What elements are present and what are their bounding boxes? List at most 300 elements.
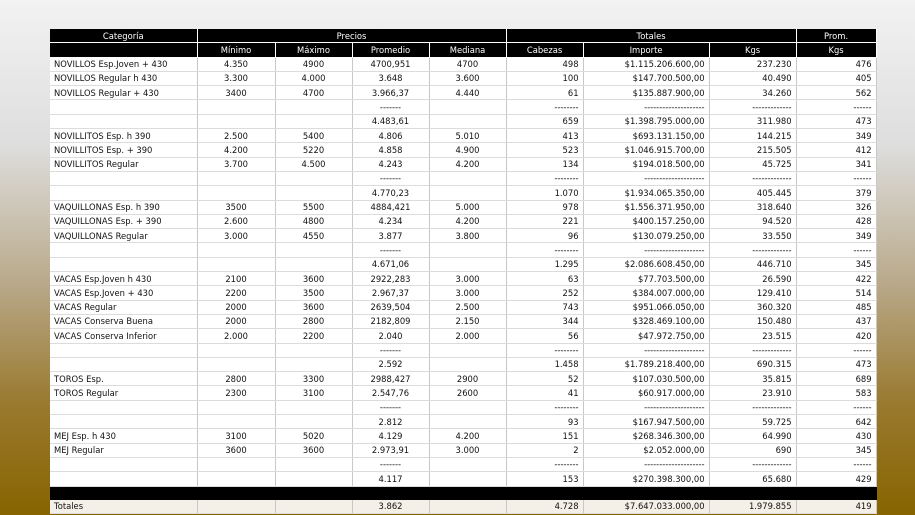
cell-mediana: 4.200 <box>429 214 506 228</box>
cell-mediana <box>429 186 506 200</box>
cell-categoria <box>50 114 197 128</box>
cell-prom-kgs: 689 <box>796 372 876 386</box>
table-row <box>50 272 876 286</box>
cell-prom-kgs: 430 <box>796 429 876 443</box>
cell-importe: -------------------- <box>583 457 709 471</box>
cell-promedio: 4700,951 <box>352 57 429 71</box>
cell-kgs: 446.710 <box>709 257 796 271</box>
cell-kgs: 64.990 <box>709 429 796 443</box>
cell-prom-kgs: 437 <box>796 314 876 328</box>
table-row <box>50 329 876 343</box>
cell-minimo: 2000 <box>197 300 275 314</box>
cell-cabezas: 153 <box>506 472 583 486</box>
cell-minimo: 3100 <box>197 429 275 443</box>
cell-promedio: 4.243 <box>352 157 429 171</box>
cell-kgs: 35.815 <box>709 372 796 386</box>
cell-mediana <box>429 257 506 271</box>
cell-importe: $77.703.500,00 <box>583 272 709 286</box>
cell-minimo: 2000 <box>197 314 275 328</box>
cell-prom-kgs: ------ <box>796 457 876 471</box>
subtotal-row <box>50 472 876 486</box>
cell-kgs: 45.725 <box>709 157 796 171</box>
cell-minimo: 3400 <box>197 86 275 100</box>
cell-mediana: 4700 <box>429 57 506 71</box>
cell-mediana <box>429 100 506 114</box>
header-kgs: Kgs <box>709 43 796 57</box>
report-sheet <box>50 29 876 511</box>
table-row <box>50 229 876 243</box>
cell-categoria: NOVILLOS Regular h 430 <box>50 71 197 85</box>
cell-prom-kgs: 412 <box>796 143 876 157</box>
cell-prom-kgs: 341 <box>796 157 876 171</box>
cell-cabezas: 659 <box>506 114 583 128</box>
cell-mediana <box>429 343 506 357</box>
cell-cabezas: -------- <box>506 100 583 114</box>
cell-prom-kgs: 349 <box>796 129 876 143</box>
cell-prom-kgs: ------ <box>796 171 876 185</box>
cell-categoria <box>50 257 197 271</box>
cell-categoria: VAQUILLONAS Esp. h 390 <box>50 200 197 214</box>
cell-promedio: 2.547,76 <box>352 386 429 400</box>
cell-cabezas: 134 <box>506 157 583 171</box>
cell-mediana: 4.440 <box>429 86 506 100</box>
cell-promedio: ------- <box>352 343 429 357</box>
cell-mediana: 3.800 <box>429 229 506 243</box>
cell-minimo <box>197 257 275 271</box>
cell-cabezas: 41 <box>506 386 583 400</box>
cell-mediana <box>429 400 506 414</box>
cell-categoria: TOROS Esp. <box>50 372 197 386</box>
cell-cabezas: 1.458 <box>506 357 583 371</box>
cell-maximo: 3600 <box>275 443 352 457</box>
cell-mediana <box>429 171 506 185</box>
header-row-columns <box>50 43 876 57</box>
cell-categoria: MEJ Regular <box>50 443 197 457</box>
cell-promedio: 3.877 <box>352 229 429 243</box>
cell-cabezas: 2 <box>506 443 583 457</box>
totals-cabezas: 4.728 <box>506 499 583 513</box>
cell-promedio: 2.967,37 <box>352 286 429 300</box>
cell-categoria: VACAS Conserva Buena <box>50 314 197 328</box>
cell-importe: $1.115.206.600,00 <box>583 57 709 71</box>
cell-cabezas: -------- <box>506 457 583 471</box>
cell-mediana: 2600 <box>429 386 506 400</box>
cell-minimo <box>197 114 275 128</box>
cell-mediana <box>429 114 506 128</box>
cell-kgs: 405.445 <box>709 186 796 200</box>
cell-promedio: 4884,421 <box>352 200 429 214</box>
cell-importe: -------------------- <box>583 400 709 414</box>
table-body <box>50 57 876 486</box>
cell-promedio: 2.592 <box>352 357 429 371</box>
cell-importe: $328.469.100,00 <box>583 314 709 328</box>
cell-maximo <box>275 171 352 185</box>
cell-maximo: 3500 <box>275 286 352 300</box>
table-row <box>50 214 876 228</box>
cell-kgs: ------------- <box>709 343 796 357</box>
cell-categoria: VACAS Regular <box>50 300 197 314</box>
cell-importe: -------------------- <box>583 100 709 114</box>
cell-mediana: 2.000 <box>429 329 506 343</box>
dash-separator-row <box>50 171 876 185</box>
cell-maximo <box>275 472 352 486</box>
cell-kgs: 33.550 <box>709 229 796 243</box>
cell-mediana <box>429 415 506 429</box>
cell-maximo: 4800 <box>275 214 352 228</box>
cell-promedio: 2988,427 <box>352 372 429 386</box>
header-minimo: Mínimo <box>197 43 275 57</box>
cell-cabezas: 56 <box>506 329 583 343</box>
cell-promedio: 2.973,91 <box>352 443 429 457</box>
cell-mediana <box>429 243 506 257</box>
cell-kgs: 360.320 <box>709 300 796 314</box>
cell-importe: $1.398.795.000,00 <box>583 114 709 128</box>
cell-prom-kgs: 379 <box>796 186 876 200</box>
cell-minimo <box>197 472 275 486</box>
cell-prom-kgs: 642 <box>796 415 876 429</box>
header-row-groups <box>50 29 876 43</box>
cell-promedio: 4.483,61 <box>352 114 429 128</box>
cell-promedio: ------- <box>352 100 429 114</box>
cell-cabezas: 523 <box>506 143 583 157</box>
cell-importe: $167.947.500,00 <box>583 415 709 429</box>
cell-maximo <box>275 114 352 128</box>
cell-importe: $60.917.000,00 <box>583 386 709 400</box>
cell-prom-kgs: 405 <box>796 71 876 85</box>
cell-minimo: 2.500 <box>197 129 275 143</box>
dash-separator-row <box>50 100 876 114</box>
cell-prom-kgs: 422 <box>796 272 876 286</box>
cell-mediana: 2.500 <box>429 300 506 314</box>
cell-minimo <box>197 100 275 114</box>
cell-minimo <box>197 171 275 185</box>
subtotal-row <box>50 186 876 200</box>
cell-prom-kgs: ------ <box>796 400 876 414</box>
header-maximo: Máximo <box>275 43 352 57</box>
table-row <box>50 286 876 300</box>
cell-categoria <box>50 472 197 486</box>
cell-kgs: 23.910 <box>709 386 796 400</box>
cell-promedio: ------- <box>352 243 429 257</box>
cell-categoria: VAQUILLONAS Esp. + 390 <box>50 214 197 228</box>
cell-categoria <box>50 357 197 371</box>
cell-promedio: ------- <box>352 171 429 185</box>
cell-cabezas: 221 <box>506 214 583 228</box>
cell-maximo: 4550 <box>275 229 352 243</box>
cell-mediana: 5.010 <box>429 129 506 143</box>
cell-cabezas: 96 <box>506 229 583 243</box>
subtotal-row <box>50 257 876 271</box>
cell-minimo: 3.700 <box>197 157 275 171</box>
cell-maximo <box>275 457 352 471</box>
table-row <box>50 157 876 171</box>
cell-kgs: 65.680 <box>709 472 796 486</box>
cell-minimo: 4.350 <box>197 57 275 71</box>
cell-maximo: 4.000 <box>275 71 352 85</box>
cell-importe: $107.030.500,00 <box>583 372 709 386</box>
cell-cabezas: 1.070 <box>506 186 583 200</box>
cell-categoria: VACAS Esp.Joven h 430 <box>50 272 197 286</box>
header-totales: Totales <box>506 29 796 43</box>
table-row <box>50 86 876 100</box>
cell-prom-kgs: 473 <box>796 114 876 128</box>
cell-prom-kgs: 583 <box>796 386 876 400</box>
cell-minimo: 2.000 <box>197 329 275 343</box>
table-row <box>50 200 876 214</box>
cell-cabezas: 1.295 <box>506 257 583 271</box>
cell-mediana: 5.000 <box>429 200 506 214</box>
cell-maximo: 3300 <box>275 372 352 386</box>
cell-cabezas: 93 <box>506 415 583 429</box>
cell-cabezas: 100 <box>506 71 583 85</box>
cell-promedio: 4.234 <box>352 214 429 228</box>
cell-importe: $47.972.750,00 <box>583 329 709 343</box>
cell-maximo <box>275 400 352 414</box>
subtotal-row <box>50 415 876 429</box>
cell-maximo: 5020 <box>275 429 352 443</box>
cell-promedio: 2.812 <box>352 415 429 429</box>
cell-minimo: 2800 <box>197 372 275 386</box>
cell-categoria: NOVILLOS Esp.Joven + 430 <box>50 57 197 71</box>
cell-maximo: 3100 <box>275 386 352 400</box>
cell-mediana <box>429 457 506 471</box>
header-empty <box>50 43 197 57</box>
cell-kgs: 150.480 <box>709 314 796 328</box>
totals-importe: $7.647.033.000,00 <box>583 499 709 513</box>
header-mediana: Mediana <box>429 43 506 57</box>
cell-maximo: 2200 <box>275 329 352 343</box>
totals-promedio: 3.862 <box>352 499 429 513</box>
cell-cabezas: 413 <box>506 129 583 143</box>
cell-cabezas: 743 <box>506 300 583 314</box>
header-precios: Precios <box>197 29 506 43</box>
cell-importe: $194.018.500,00 <box>583 157 709 171</box>
cell-categoria: VAQUILLONAS Regular <box>50 229 197 243</box>
cell-importe: -------------------- <box>583 171 709 185</box>
cell-mediana: 2900 <box>429 372 506 386</box>
cell-prom-kgs: 476 <box>796 57 876 71</box>
cell-kgs: 26.590 <box>709 272 796 286</box>
cell-minimo <box>197 415 275 429</box>
cell-promedio: ------- <box>352 457 429 471</box>
cell-prom-kgs: ------ <box>796 243 876 257</box>
cell-kgs: 34.260 <box>709 86 796 100</box>
cell-kgs: ------------- <box>709 171 796 185</box>
table-row <box>50 71 876 85</box>
cell-prom-kgs: 345 <box>796 257 876 271</box>
cell-prom-kgs: 326 <box>796 200 876 214</box>
cell-cabezas: 498 <box>506 57 583 71</box>
cell-maximo: 2800 <box>275 314 352 328</box>
table-row <box>50 300 876 314</box>
table-row <box>50 143 876 157</box>
cell-importe: -------------------- <box>583 343 709 357</box>
cell-maximo <box>275 415 352 429</box>
cell-prom-kgs: 345 <box>796 443 876 457</box>
cell-kgs: 215.505 <box>709 143 796 157</box>
cell-cabezas: -------- <box>506 400 583 414</box>
cell-categoria <box>50 400 197 414</box>
table-row <box>50 443 876 457</box>
cell-promedio: 4.806 <box>352 129 429 143</box>
cell-minimo: 2300 <box>197 386 275 400</box>
cell-categoria <box>50 243 197 257</box>
cell-maximo <box>275 357 352 371</box>
cell-importe: $2.086.608.450,00 <box>583 257 709 271</box>
cell-categoria: MEJ Esp. h 430 <box>50 429 197 443</box>
cell-kgs: ------------- <box>709 243 796 257</box>
cell-minimo <box>197 243 275 257</box>
totals-kgs: 1.979.855 <box>709 499 796 513</box>
cell-maximo: 5500 <box>275 200 352 214</box>
cell-kgs: 237.230 <box>709 57 796 71</box>
cell-mediana: 4.200 <box>429 157 506 171</box>
totals-prom-kgs: 419 <box>796 499 876 513</box>
cell-cabezas: 344 <box>506 314 583 328</box>
cell-kgs: 40.490 <box>709 71 796 85</box>
cell-importe: $270.398.300,00 <box>583 472 709 486</box>
cell-minimo: 3500 <box>197 200 275 214</box>
cell-importe: $1.046.915.700,00 <box>583 143 709 157</box>
cell-promedio: 3.966,37 <box>352 86 429 100</box>
cell-kgs: 23.515 <box>709 329 796 343</box>
cell-minimo <box>197 357 275 371</box>
dash-separator-row <box>50 343 876 357</box>
table-row <box>50 386 876 400</box>
cell-mediana: 3.600 <box>429 71 506 85</box>
cell-maximo <box>275 243 352 257</box>
cell-mediana: 2.150 <box>429 314 506 328</box>
cell-promedio: 4.671,06 <box>352 257 429 271</box>
cell-kgs: ------------- <box>709 400 796 414</box>
header-prom: Prom. <box>796 29 876 43</box>
cell-prom-kgs: 429 <box>796 472 876 486</box>
table-row <box>50 429 876 443</box>
cell-importe: $1.789.218.400,00 <box>583 357 709 371</box>
cell-prom-kgs: 420 <box>796 329 876 343</box>
cell-prom-kgs: 514 <box>796 286 876 300</box>
subtotal-row <box>50 114 876 128</box>
cell-mediana: 4.900 <box>429 143 506 157</box>
cell-promedio: 4.858 <box>352 143 429 157</box>
cell-cabezas: -------- <box>506 243 583 257</box>
cell-importe: -------------------- <box>583 243 709 257</box>
cell-minimo: 2.600 <box>197 214 275 228</box>
cell-importe: $951.066.050,00 <box>583 300 709 314</box>
cell-maximo: 4900 <box>275 57 352 71</box>
cell-cabezas: -------- <box>506 171 583 185</box>
cell-promedio: ------- <box>352 400 429 414</box>
cell-categoria: NOVILLITOS Regular <box>50 157 197 171</box>
cell-promedio: 4.129 <box>352 429 429 443</box>
cell-minimo: 2100 <box>197 272 275 286</box>
cell-prom-kgs: ------ <box>796 343 876 357</box>
cell-mediana: 3.000 <box>429 443 506 457</box>
cell-importe: $135.887.900,00 <box>583 86 709 100</box>
cell-importe: $268.346.300,00 <box>583 429 709 443</box>
cell-prom-kgs: 562 <box>796 86 876 100</box>
dash-separator-row <box>50 457 876 471</box>
cell-minimo <box>197 400 275 414</box>
cell-kgs: 144.215 <box>709 129 796 143</box>
cell-promedio: 4.117 <box>352 472 429 486</box>
cell-minimo: 4.200 <box>197 143 275 157</box>
cell-importe: $1.556.371.950,00 <box>583 200 709 214</box>
cell-cabezas: 61 <box>506 86 583 100</box>
table-row <box>50 57 876 71</box>
cell-importe: $147.700.500,00 <box>583 71 709 85</box>
cell-maximo <box>275 100 352 114</box>
cell-cabezas: 252 <box>506 286 583 300</box>
cell-categoria <box>50 100 197 114</box>
header-cabezas: Cabezas <box>506 43 583 57</box>
cell-maximo: 4.500 <box>275 157 352 171</box>
cell-kgs: 94.520 <box>709 214 796 228</box>
cell-cabezas: 52 <box>506 372 583 386</box>
cell-kgs: ------------- <box>709 100 796 114</box>
cell-categoria: TOROS Regular <box>50 386 197 400</box>
cell-importe: $130.079.250,00 <box>583 229 709 243</box>
totals-label: Totales <box>50 499 197 513</box>
cell-maximo <box>275 257 352 271</box>
cell-promedio: 4.770,23 <box>352 186 429 200</box>
cell-minimo: 3600 <box>197 443 275 457</box>
header-importe: Importe <box>583 43 709 57</box>
cell-minimo: 3.000 <box>197 229 275 243</box>
cell-prom-kgs: 428 <box>796 214 876 228</box>
cell-kgs: 690 <box>709 443 796 457</box>
cell-importe: $400.157.250,00 <box>583 214 709 228</box>
cell-categoria <box>50 457 197 471</box>
cell-promedio: 2922,283 <box>352 272 429 286</box>
cell-prom-kgs: 485 <box>796 300 876 314</box>
cell-categoria: VACAS Esp.Joven + 430 <box>50 286 197 300</box>
header-categoria: Categoría <box>50 29 197 43</box>
cell-maximo <box>275 186 352 200</box>
cell-maximo: 3600 <box>275 300 352 314</box>
cell-maximo <box>275 343 352 357</box>
cell-promedio: 2.040 <box>352 329 429 343</box>
cell-minimo: 2200 <box>197 286 275 300</box>
cell-minimo <box>197 343 275 357</box>
cell-kgs: 690.315 <box>709 357 796 371</box>
cell-kgs: 318.640 <box>709 200 796 214</box>
cell-kgs: ------------- <box>709 457 796 471</box>
cell-kgs: 59.725 <box>709 415 796 429</box>
cell-minimo: 3.300 <box>197 71 275 85</box>
cell-cabezas: 151 <box>506 429 583 443</box>
cell-maximo: 4700 <box>275 86 352 100</box>
separator-bar <box>50 486 876 499</box>
cell-categoria: VACAS Conserva Inferior <box>50 329 197 343</box>
table-row <box>50 314 876 328</box>
cell-cabezas: 978 <box>506 200 583 214</box>
cell-importe: $693.131.150,00 <box>583 129 709 143</box>
cell-categoria: NOVILLITOS Esp. + 390 <box>50 143 197 157</box>
cattle-prices-table <box>50 29 877 514</box>
table-row <box>50 129 876 143</box>
cell-promedio: 2639,504 <box>352 300 429 314</box>
cell-mediana: 3.000 <box>429 272 506 286</box>
cell-mediana <box>429 472 506 486</box>
cell-mediana: 4.200 <box>429 429 506 443</box>
cell-categoria <box>50 171 197 185</box>
cell-cabezas: 63 <box>506 272 583 286</box>
cell-categoria: NOVILLITOS Esp. h 390 <box>50 129 197 143</box>
cell-mediana <box>429 357 506 371</box>
cell-kgs: 311.980 <box>709 114 796 128</box>
cell-promedio: 2182,809 <box>352 314 429 328</box>
